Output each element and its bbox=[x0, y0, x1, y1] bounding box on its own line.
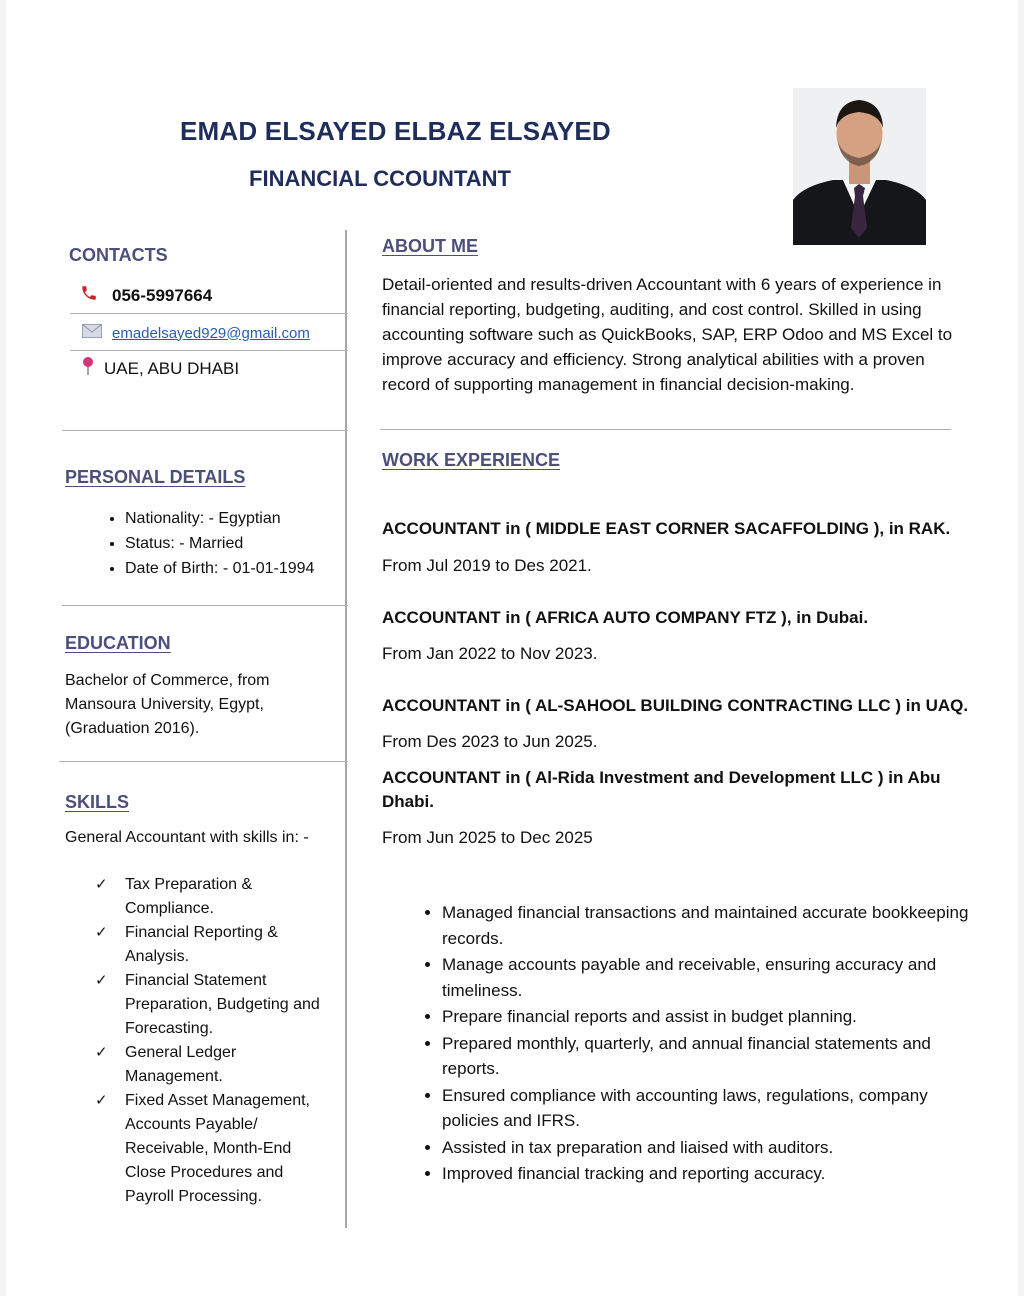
checkmark-icon: ✓ bbox=[95, 1044, 108, 1061]
list-item: • Manage accounts payable and receivable, ensuring accuracy and timeliness. bbox=[442, 952, 982, 1003]
contacts-heading: CONTACTS bbox=[69, 245, 168, 265]
skill-label: Fixed Asset Management, Accounts Payable/ Receivable, Month-End Close Procedures and Payroll Processing. bbox=[125, 1092, 310, 1205]
checkmark-icon: ✓ bbox=[95, 876, 108, 893]
profile-photo-illustration bbox=[793, 88, 926, 245]
personal-details-heading: PERSONAL DETAILS bbox=[65, 467, 246, 487]
divider bbox=[70, 350, 348, 351]
divider bbox=[380, 429, 951, 430]
skills-list bbox=[95, 873, 335, 1209]
divider bbox=[62, 605, 348, 606]
phone-number: 056-5997664 bbox=[112, 285, 213, 305]
list-item: • Assisted in tax preparation and liaised with auditors. bbox=[442, 1135, 982, 1161]
personal-details-list bbox=[65, 506, 314, 581]
list-item: • Prepared monthly, quarterly, and annual financial statements and reports. bbox=[442, 1031, 982, 1082]
profile-photo bbox=[793, 88, 926, 245]
duties-list bbox=[408, 900, 982, 1188]
job-entry-title: ACCOUNTANT in ( AL-SAHOOL BUILDING CONTRACTING LLC ) in UAQ. bbox=[382, 696, 969, 715]
map-pin-icon bbox=[82, 356, 94, 381]
skill-label: Financial Statement Preparation, Budgeting and Forecasting. bbox=[125, 972, 320, 1037]
envelope-icon bbox=[82, 324, 102, 342]
list-item bbox=[95, 873, 335, 921]
list-item bbox=[95, 969, 335, 1041]
about-me-text: Detail-oriented and results-driven Accountant with 6 years of experience in financial reporting, budgeting, auditing, and cost control. Skilled in using accounting software such as QuickBooks, SAP, ERP Odoo and MS Excel to improve accuracy and efficiency. Strong analytical abilities with a proven record of supporting management in financial decision-making. bbox=[382, 275, 953, 394]
divider bbox=[59, 761, 348, 762]
job-entry-title: ACCOUNTANT in ( MIDDLE EAST CORNER SACAFFOLDING ), in RAK. bbox=[382, 519, 951, 538]
divider bbox=[70, 313, 348, 314]
location-text: UAE, ABU DHABI bbox=[104, 358, 240, 378]
checkmark-icon: ✓ bbox=[95, 972, 108, 989]
list-item: • Status: - Married bbox=[125, 531, 314, 556]
location-row bbox=[82, 356, 239, 381]
person-name: EMAD ELSAYED ELBAZ ELSAYED bbox=[180, 116, 611, 146]
education-heading: EDUCATION bbox=[65, 633, 171, 653]
email-row bbox=[82, 324, 310, 342]
list-item: • Prepare financial reports and assist in budget planning. bbox=[442, 1004, 982, 1030]
job-entry-dates: From Jun 2025 to Dec 2025 bbox=[382, 828, 593, 847]
work-experience-heading: WORK EXPERIENCE bbox=[382, 450, 561, 470]
job-entry-dates: From Jan 2022 to Nov 2023. bbox=[382, 644, 598, 663]
job-entry-title: ACCOUNTANT in ( AFRICA AUTO COMPANY FTZ ), in Dubai. bbox=[382, 608, 869, 627]
skills-heading: SKILLS bbox=[65, 792, 130, 812]
list-item: • Nationality: - Egyptian bbox=[125, 506, 314, 531]
resume-page bbox=[6, 0, 1018, 1296]
list-item bbox=[95, 1041, 335, 1089]
phone-row bbox=[80, 284, 212, 307]
checkmark-icon: ✓ bbox=[95, 1092, 108, 1109]
job-entry-title: ACCOUNTANT in ( Al-Rida Investment and Development LLC ) in Abu Dhabi. bbox=[382, 768, 941, 811]
list-item: • Managed financial transactions and maintained accurate bookkeeping records. bbox=[442, 900, 982, 951]
column-divider bbox=[345, 230, 347, 1228]
checkmark-icon: ✓ bbox=[95, 924, 108, 941]
skill-label: Financial Reporting & Analysis. bbox=[125, 924, 278, 965]
phone-icon bbox=[80, 284, 98, 307]
list-item: • Ensured compliance with accounting laws, regulations, company policies and IFRS. bbox=[442, 1083, 982, 1134]
education-text: Bachelor of Commerce, from Mansoura University, Egypt, (Graduation 2016). bbox=[65, 672, 270, 737]
job-entry-dates: From Des 2023 to Jun 2025. bbox=[382, 732, 598, 751]
job-entry-dates: From Jul 2019 to Des 2021. bbox=[382, 556, 592, 575]
about-me-heading: ABOUT ME bbox=[382, 236, 478, 256]
list-item: • Date of Birth: - 01-01-1994 bbox=[125, 556, 314, 581]
divider bbox=[62, 430, 348, 431]
skill-label: General Ledger Management. bbox=[125, 1044, 237, 1085]
list-item bbox=[95, 1089, 335, 1209]
list-item: • Improved financial tracking and reporting accuracy. bbox=[442, 1161, 982, 1187]
skill-label: Tax Preparation & Compliance. bbox=[125, 876, 253, 917]
skills-intro: General Accountant with skills in: - bbox=[65, 829, 309, 846]
list-item bbox=[95, 921, 335, 969]
email-link[interactable]: emadelsayed929@gmail.com bbox=[112, 324, 310, 342]
job-title: FINANCIAL CCOUNTANT bbox=[249, 166, 511, 191]
